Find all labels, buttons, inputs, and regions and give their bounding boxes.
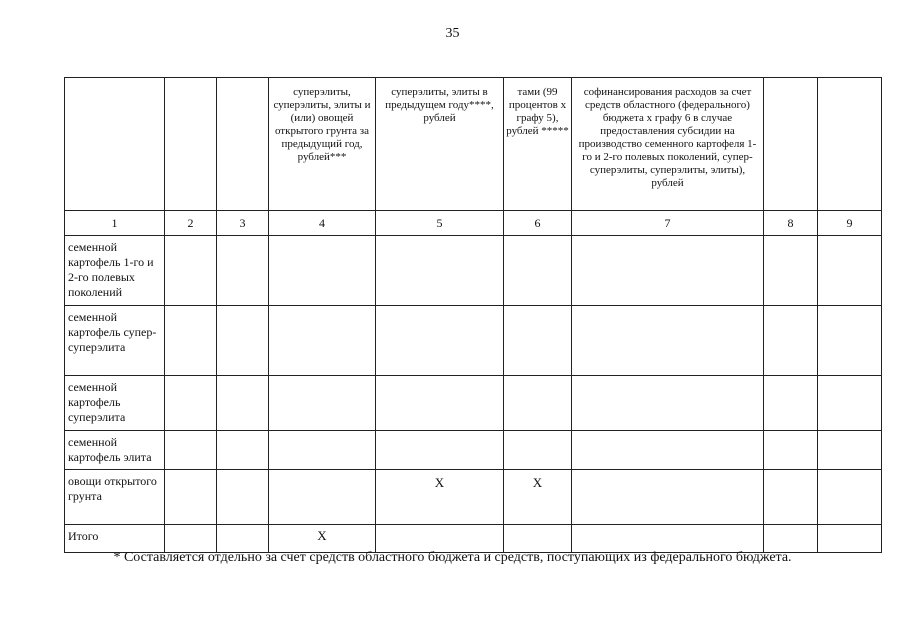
column-number: 6: [504, 211, 572, 236]
table-cell: [818, 525, 882, 553]
table-cell: [818, 470, 882, 525]
table-cell: [572, 470, 764, 525]
row-label: семенной картофель элита: [65, 431, 165, 470]
table-cell: [764, 306, 818, 376]
table-cell: [376, 236, 504, 306]
table-cell: [217, 236, 269, 306]
column-number: 1: [65, 211, 165, 236]
table-cell: [165, 525, 217, 553]
table-cell: [376, 525, 504, 553]
header-cell-2: [165, 78, 217, 211]
table-cell: [764, 470, 818, 525]
column-number: 3: [217, 211, 269, 236]
table-cell: [165, 236, 217, 306]
table-cell: [818, 236, 882, 306]
table-cell: [269, 306, 376, 376]
row-label: семенной картофель суперэлита: [65, 376, 165, 431]
header-cell-6: тами (99 процентов х графу 5), рублей *****: [504, 78, 572, 211]
total-row: [65, 525, 882, 553]
footnote: * Составляется отдельно за счет средств областного бюджета и средств, поступающих из федерального бюджета.: [113, 550, 792, 565]
table-cell: [764, 525, 818, 553]
table-cell: [764, 376, 818, 431]
table-cell: [818, 376, 882, 431]
column-number: 5: [376, 211, 504, 236]
table-cell: [504, 431, 572, 470]
table-row: [65, 376, 882, 431]
table-cell: [165, 431, 217, 470]
column-number: 7: [572, 211, 764, 236]
header-cell-7: софинансирования расходов за счет средств областного (федерального) бюджета х графу 6 в случае предоставления субсидии на производство семенного картофеля 1-го и 2-го полевых поколений, супер-суперэлиты, суперэлиты, элиты), рублей: [572, 78, 764, 211]
row-label: семенной картофель супер-суперэлита: [65, 306, 165, 376]
table-cell: [764, 431, 818, 470]
not-applicable-mark: X: [376, 470, 504, 525]
table-cell: [376, 376, 504, 431]
column-number: 2: [165, 211, 217, 236]
table-cell: [217, 376, 269, 431]
table-cell: [269, 431, 376, 470]
table-cell: [165, 376, 217, 431]
header-cell-5: суперэлиты, элиты в предыдущем году****, рублей: [376, 78, 504, 211]
table-row: [65, 431, 882, 470]
table-cell: [572, 236, 764, 306]
header-cell-3: [217, 78, 269, 211]
row-label: семенной картофель 1-го и 2-го полевых поколений: [65, 236, 165, 306]
table-cell: [269, 470, 376, 525]
column-number: 4: [269, 211, 376, 236]
table-cell: [269, 376, 376, 431]
column-number-row: [65, 211, 882, 236]
table-row: [65, 470, 882, 525]
table-cell: [165, 470, 217, 525]
table-cell: [504, 236, 572, 306]
header-cell-4: суперэлиты, суперэлиты, элиты и (или) овощей открытого грунта за предыдущий год, рублей***: [269, 78, 376, 211]
table-cell: [165, 306, 217, 376]
table-cell: [504, 376, 572, 431]
not-applicable-mark: X: [504, 470, 572, 525]
column-number: 8: [764, 211, 818, 236]
not-applicable-mark: X: [269, 525, 376, 553]
table-cell: [764, 236, 818, 306]
table-cell: [572, 376, 764, 431]
table-cell: [818, 431, 882, 470]
table-cell: [572, 306, 764, 376]
table-header-row: [65, 78, 882, 211]
table-cell: [376, 306, 504, 376]
row-label: овощи открытого грунта: [65, 470, 165, 525]
table-cell: [572, 525, 764, 553]
row-label: Итого: [65, 525, 165, 553]
table-cell: [217, 525, 269, 553]
column-number: 9: [818, 211, 882, 236]
header-cell-1: [65, 78, 165, 211]
table-cell: [572, 431, 764, 470]
table-cell: [376, 431, 504, 470]
table-cell: [217, 431, 269, 470]
table-cell: [269, 236, 376, 306]
table-cell: [504, 525, 572, 553]
header-cell-8: [764, 78, 818, 211]
table-cell: [818, 306, 882, 376]
subsidy-calculation-table: [64, 77, 882, 553]
table-cell: [504, 306, 572, 376]
page-number: 35: [445, 26, 460, 41]
header-cell-9: [818, 78, 882, 211]
table-cell: [217, 470, 269, 525]
table-row: [65, 306, 882, 376]
table-cell: [217, 306, 269, 376]
table-row: [65, 236, 882, 306]
